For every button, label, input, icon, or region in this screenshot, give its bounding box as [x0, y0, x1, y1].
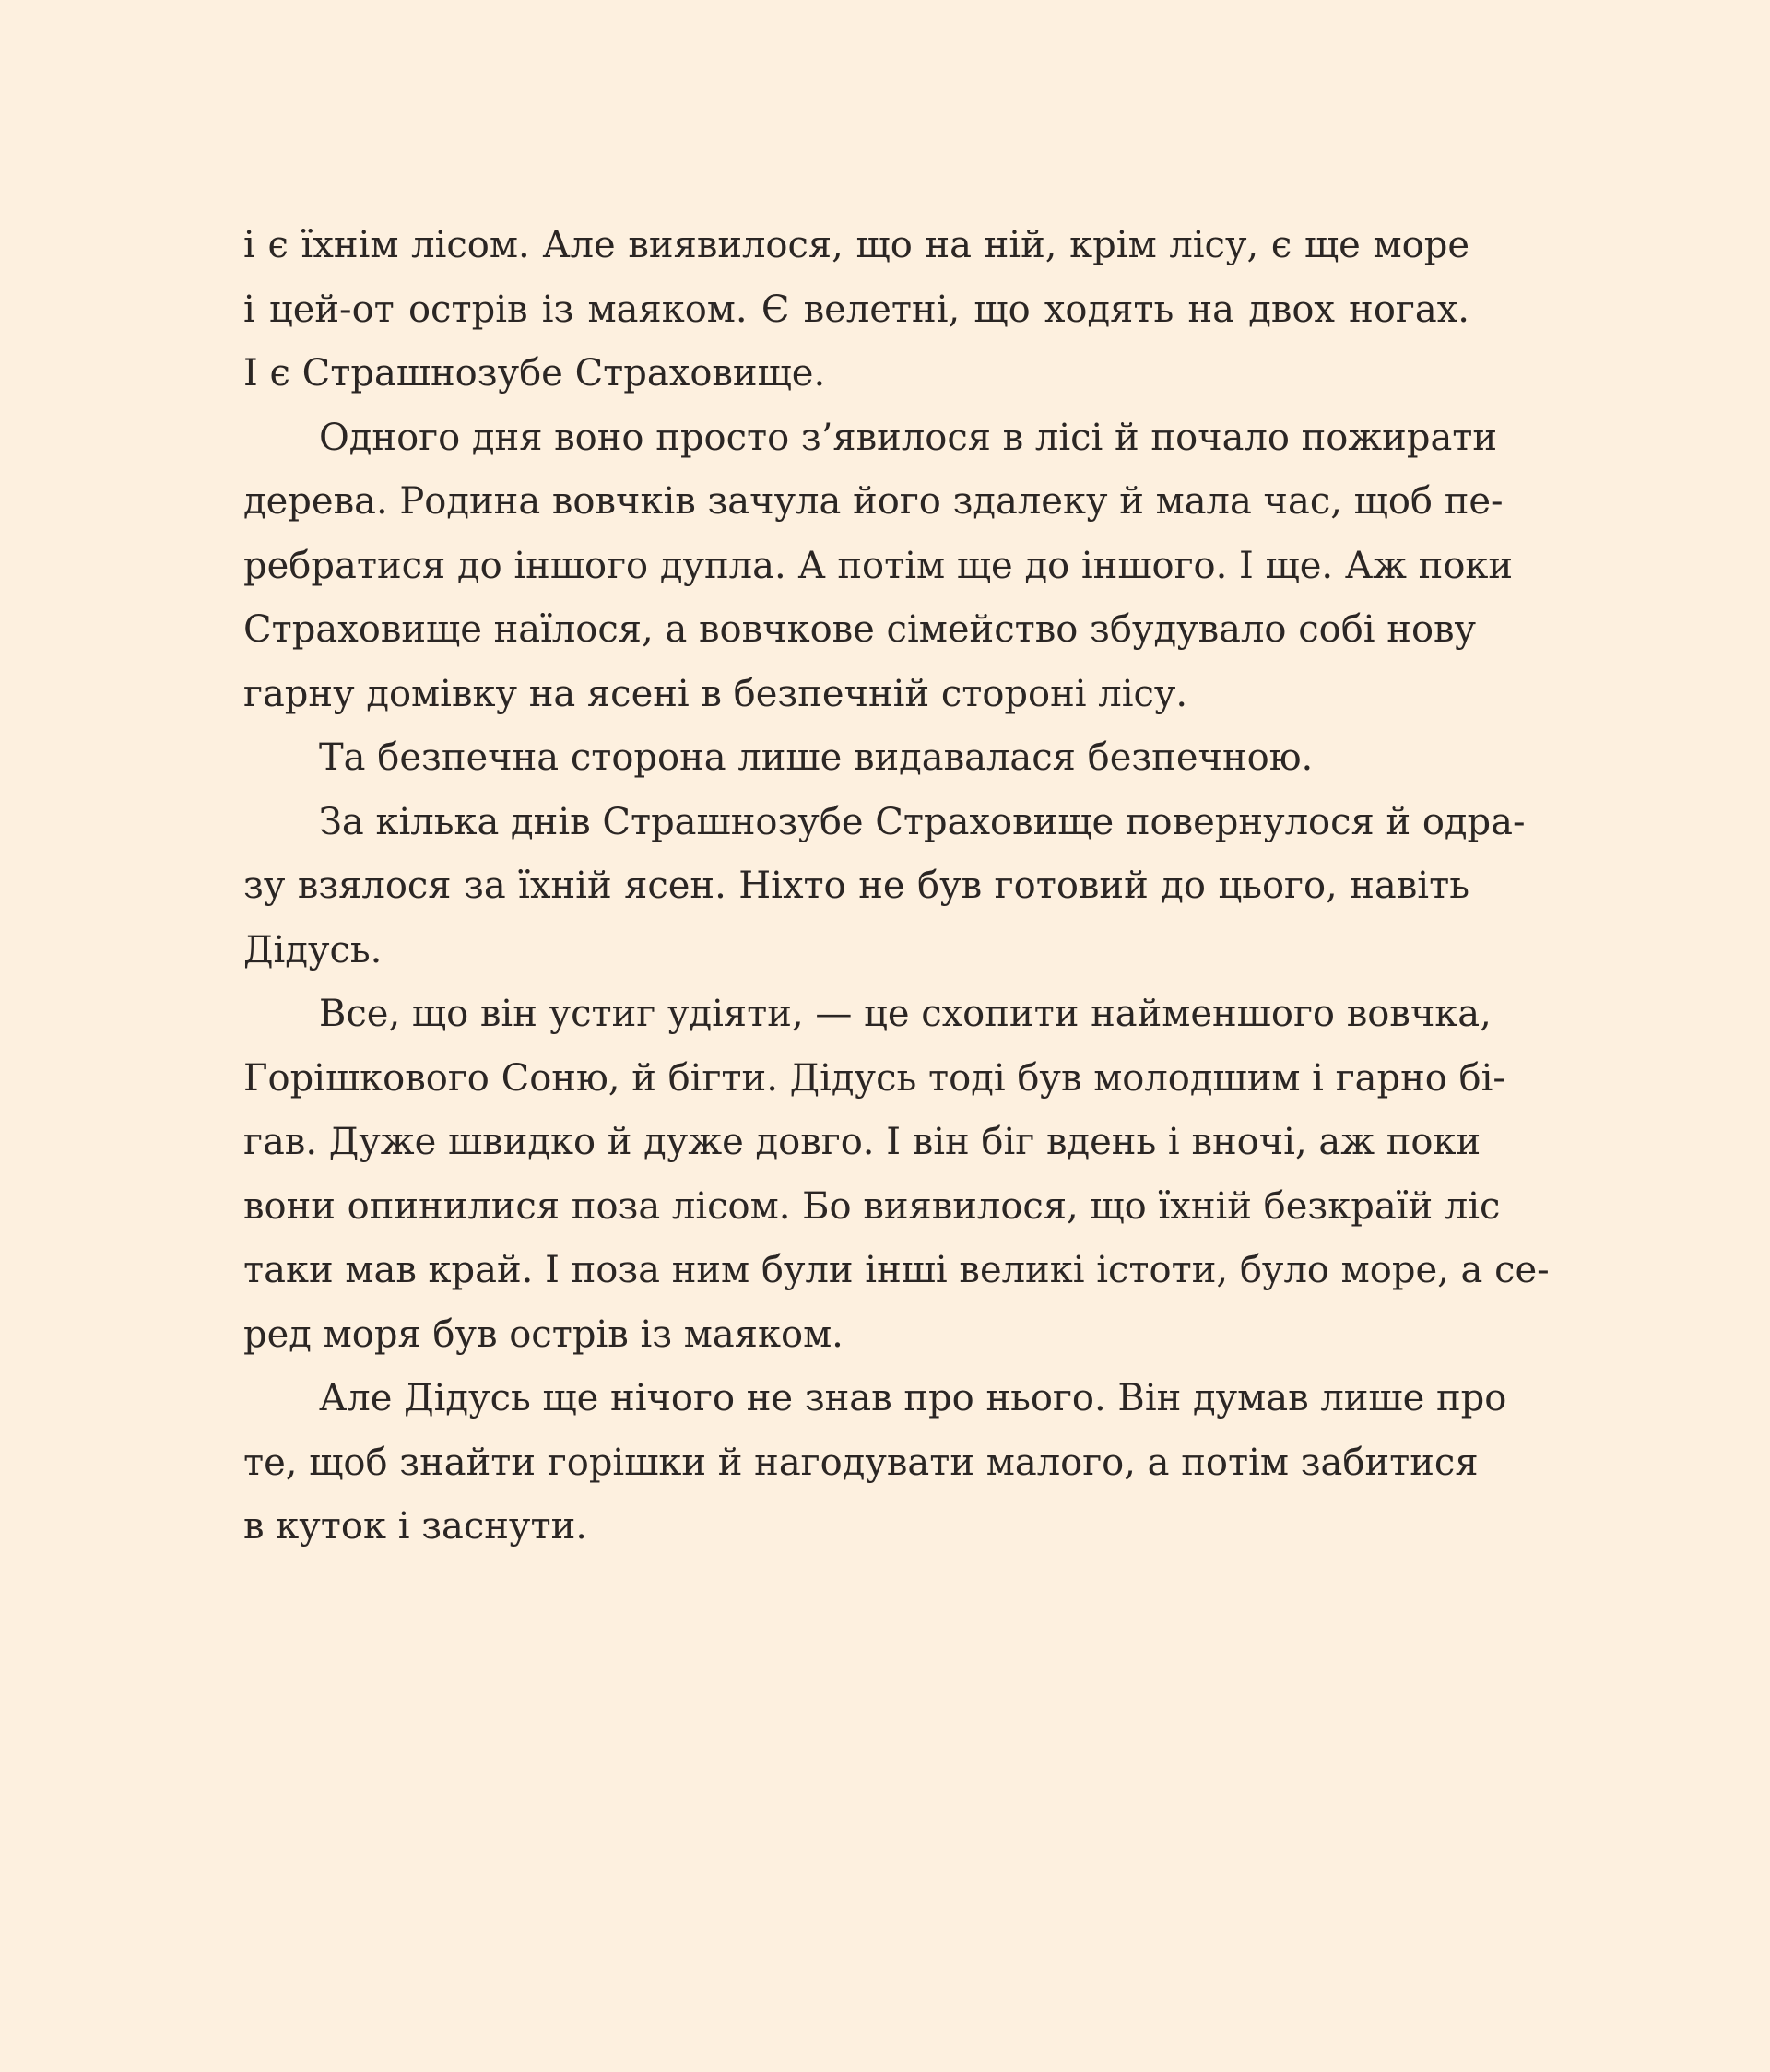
text-line: те, щоб знайти горішки й нагодувати малого, а потім забитися — [243, 1441, 1479, 1484]
text-line: таки мав край. І поза ним були інші великі істоти, було море, а се- — [243, 1249, 1550, 1291]
text-line: і цей-от острів із маяком. Є велетні, що ходять на двох ногах. — [243, 288, 1469, 331]
text-line: гарну домівку на ясені в безпечній стороні лісу. — [243, 672, 1188, 715]
text-line: І є Страшнозубе Страховище. — [243, 352, 826, 394]
text-line: Горішкового Соню, й бігти. Дідусь тоді був молодшим і гарно бі- — [243, 1056, 1505, 1100]
text-line: Одного дня воно просто з’явилося в лісі й почало пожирати — [319, 416, 1498, 459]
text-line: і є їхнім лісом. Але виявилося, що на ній, крім лісу, є ще море — [243, 224, 1469, 266]
text-line: ред моря був острів із маяком. — [243, 1313, 844, 1356]
text-line: Все, що він устиг удіяти, — це схопити найменшого вовчка, — [319, 993, 1492, 1035]
text-line: ребратися до іншого дупла. А потім ще до іншого. І ще. Аж поки — [243, 544, 1514, 587]
text-line: За кілька днів Страшнозубе Страховище повернулося й одра- — [319, 800, 1526, 843]
text-line: Страховище наїлося, а вовчкове сімейство збудувало собі нову — [243, 608, 1477, 651]
text-line: Але Дідусь ще нічого не знав про нього. Він думав лише про — [319, 1377, 1507, 1419]
text-line: вони опинилися поза лісом. Бо виявилося, що їхній безкраїй ліс — [243, 1184, 1501, 1228]
text-line: Дідусь. — [243, 928, 383, 971]
text-line: Та безпечна сторона лише видавалася безпечною. — [319, 736, 1314, 779]
text-line: гав. Дуже швидко й дуже довго. І він біг вдень і вночі, аж поки — [243, 1121, 1481, 1163]
text-line: зу взялося за їхній ясен. Ніхто не був готовий до цього, навіть — [243, 865, 1469, 907]
book-page-text — [243, 214, 1550, 1560]
text-line: в куток і заснути. — [243, 1505, 587, 1548]
text-line: дерева. Родина вовчків зачула його здалеку й мала час, щоб пе- — [243, 480, 1504, 523]
